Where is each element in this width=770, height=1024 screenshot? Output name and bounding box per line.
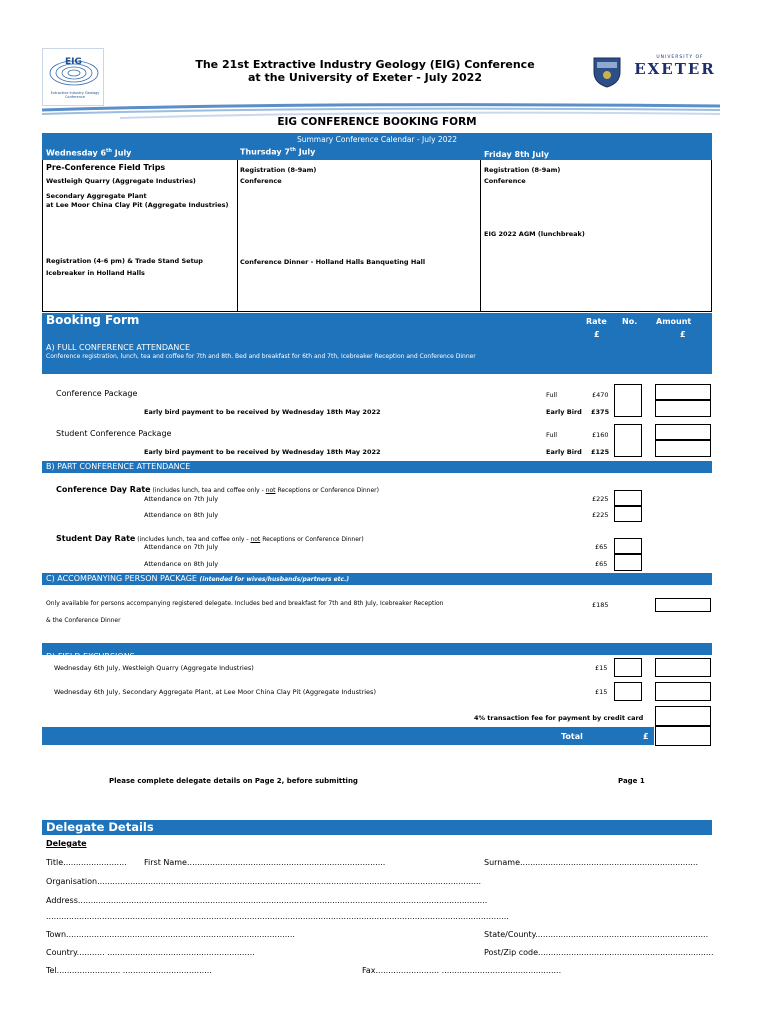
section-d-title-text: D) FIELD EXCURSIONS	[46, 652, 135, 661]
accompany-amount-input[interactable]	[655, 598, 711, 612]
calendar-banner: Summary Conference Calendar - July 2022	[42, 133, 712, 146]
day-att8-price: £225	[592, 511, 609, 519]
surname-field[interactable]: Surname......................................................................	[484, 858, 698, 867]
section-a-title: A) FULL CONFERENCE ATTENDANCE	[46, 343, 190, 352]
conf-full-label: Full	[546, 391, 558, 399]
eig-logo	[42, 48, 104, 106]
calendar-col2-day	[240, 147, 315, 157]
trip2-no-input[interactable]	[614, 682, 642, 701]
total-amount-input[interactable]	[655, 726, 711, 746]
col1-day-month: July	[111, 148, 132, 158]
page-number: Page 1	[618, 777, 645, 785]
student-early-note: Early bird payment to be received by Wednesday 18th May 2022	[144, 448, 381, 456]
eig-logo-sub: Extractive Industry Geology Conference	[50, 91, 100, 99]
trip1-label: Wednesday 6th July, Westleigh Quarry (Aggregate Industries)	[54, 664, 254, 672]
student-full-price: £160	[592, 431, 609, 439]
address-field-1[interactable]: Address.................................................................................................................................................................	[46, 896, 488, 905]
calendar-divider-1	[237, 160, 238, 312]
eig-logo-text: EIG	[65, 57, 82, 67]
country-field[interactable]: Country........... ..........................................................	[46, 948, 255, 957]
delegate-title: Delegate Details	[46, 820, 154, 834]
exeter-logo-main: EXETER	[634, 60, 716, 78]
tel-field[interactable]: Tel......................... ...................................	[46, 966, 212, 975]
section-c-title-text: C) ACCOMPANYING PERSON PACKAGE	[46, 574, 197, 583]
postzip-field[interactable]: Post/Zip code.....................................................................	[484, 948, 714, 957]
total-unit: £	[643, 732, 649, 741]
rate-header: Rate	[586, 317, 607, 326]
calendar-col3-day: Friday 8th July	[484, 150, 550, 159]
complete-note: Please complete delegate details on Page 2, before submitting	[109, 777, 358, 785]
col3-line-1: Conference	[484, 177, 526, 185]
conf-package-label: Conference Package	[56, 389, 138, 398]
student-att8-label: Attendance on 8th July	[144, 560, 219, 568]
student-early-label: Early Bird	[546, 448, 582, 456]
state-field[interactable]: State/County....................................................................	[484, 930, 709, 939]
col1-line-4: Registration (4-6 pm) & Trade Stand Setup	[46, 257, 203, 265]
section-c-price: £185	[592, 601, 609, 609]
day-rate-line	[56, 477, 379, 496]
total-label: Total	[561, 732, 583, 741]
student-att7-price: £65	[595, 543, 608, 551]
day-att8-label: Attendance on 8th July	[144, 511, 219, 519]
trip1-price: £15	[595, 664, 608, 672]
section-a-subtitle: Conference registration, lunch, tea and coffee for 7th and 8th. Bed and breakfast for 6th and 7th, Icebreaker Reception and Conference Dinner	[46, 353, 476, 360]
calendar-day-row	[42, 146, 712, 160]
calendar-col1-day	[46, 148, 131, 158]
col3-line-0: Registration (8-9am)	[484, 166, 561, 174]
day-att8-no-input[interactable]	[614, 506, 642, 522]
address-field-2[interactable]: ......................................................................................................................................................................................	[46, 912, 509, 921]
trip2-amount-input[interactable]	[655, 682, 711, 701]
student-day-not: not	[250, 536, 261, 543]
section-b-bar: B) PART CONFERENCE ATTENDANCE	[42, 461, 712, 473]
rate-unit: £	[594, 330, 600, 339]
student-att8-no-input[interactable]	[614, 554, 642, 571]
day-rate-label: Conference Day Rate	[56, 485, 151, 494]
student-package-label: Student Conference Package	[56, 429, 172, 438]
section-c-desc1: Only available for persons accompanying registered delegate. Includes bed and breakfast for 7th and 8th July, Icebreaker Reception	[46, 600, 444, 607]
col2-day-month: July	[295, 147, 316, 157]
title-field[interactable]: Title.........................	[46, 858, 127, 867]
section-c-title	[46, 574, 349, 583]
col2-line-0: Registration (8-9am)	[240, 166, 317, 174]
calendar-divider-2	[480, 160, 481, 312]
conf-full-price: £470	[592, 391, 609, 399]
conf-amount-full-input[interactable]	[655, 384, 711, 400]
conf-amount-early-input[interactable]	[655, 400, 711, 417]
town-field[interactable]: Town..........................................................................................	[46, 930, 295, 939]
trip2-price: £15	[595, 688, 608, 696]
fax-field[interactable]: Fax......................... ...............................................	[362, 966, 562, 975]
no-header: No.	[622, 317, 638, 326]
col1-line-5: Icebreaker in Holland Halls	[46, 269, 145, 277]
col1-line-3: at Lee Moor China Clay Pit (Aggregate Industries)	[46, 201, 229, 209]
day-att7-label: Attendance on 7th July	[144, 495, 219, 503]
col1-day-sup: th	[106, 148, 112, 154]
booking-title: Booking Form	[46, 313, 140, 327]
day-rate-note-post: Receptions or Conference Dinner)	[275, 487, 379, 494]
conf-early-price: £375	[591, 408, 610, 416]
page-title-line1: The 21st Extractive Industry Geology (EIG) Conference	[195, 58, 535, 71]
col2-day-text: Thursday 7	[240, 147, 290, 157]
col1-line-0: Pre-Conference Field Trips	[46, 163, 166, 172]
amount-unit: £	[680, 330, 686, 339]
exeter-logo	[630, 55, 720, 89]
col1-day-text: Wednesday 6	[46, 148, 107, 158]
transaction-fee-label: 4% transaction fee for payment by credit card	[474, 714, 644, 722]
section-d-title	[46, 644, 425, 663]
student-att7-label: Attendance on 7th July	[144, 543, 219, 551]
col2-line-2: Conference Dinner - Holland Halls Banqueting Hall	[240, 258, 426, 266]
conf-early-label: Early Bird	[546, 408, 582, 416]
form-title: EIG CONFERENCE BOOKING FORM	[277, 116, 477, 128]
col1-line-2: Secondary Aggregate Plant	[46, 192, 147, 200]
transaction-fee-amount-input[interactable]	[655, 706, 711, 726]
university-crest-icon	[592, 56, 622, 88]
exeter-logo-top: UNIVERSITY OF	[656, 55, 704, 60]
trip1-no-input[interactable]	[614, 658, 642, 677]
section-d-note: (See attached information sheets for details on the field trip itinerary and the EIG website )	[139, 655, 426, 661]
student-att7-no-input[interactable]	[614, 538, 642, 554]
col1-line-1: Westleigh Quarry (Aggregate Industries)	[46, 177, 196, 185]
student-att8-price: £65	[595, 560, 608, 568]
section-c-note: (intended for wives/husbands/partners etc.)	[199, 576, 350, 583]
student-day-note-pre: (includes lunch, tea and coffee only -	[135, 536, 251, 543]
student-amount-full-input[interactable]	[655, 424, 711, 440]
amount-header: Amount	[656, 317, 692, 326]
trip2-label: Wednesday 6th July, Secondary Aggregate Plant, at Lee Moor China Clay Pit (Aggregate Industries)	[54, 688, 376, 696]
student-full-label: Full	[546, 431, 558, 439]
page-title-line2: at the University of Exeter - July 2022	[248, 71, 482, 84]
student-no-input[interactable]	[614, 424, 642, 457]
day-att7-no-input[interactable]	[614, 490, 642, 506]
col2-day-sup: th	[290, 147, 296, 153]
col3-line-2: EIG 2022 AGM (lunchbreak)	[484, 230, 585, 238]
trip1-amount-input[interactable]	[655, 658, 711, 677]
day-att7-price: £225	[592, 495, 609, 503]
organisation-field[interactable]: Organisation.......................................................................................................................................................	[46, 877, 482, 886]
first-name-field[interactable]: First Name..............................................................................	[144, 858, 386, 867]
booking-header	[42, 313, 712, 341]
student-day-rate-label: Student Day Rate	[56, 534, 136, 543]
student-early-price: £125	[591, 448, 610, 456]
conf-early-note: Early bird payment to be received by Wednesday 18th May 2022	[144, 408, 381, 416]
section-c-desc2: & the Conference Dinner	[46, 617, 121, 624]
day-rate-not: not	[265, 487, 276, 494]
student-day-note-post: Receptions or Conference Dinner)	[260, 536, 364, 543]
conf-no-input[interactable]	[614, 384, 642, 417]
day-rate-note-pre: (includes lunch, tea and coffee only -	[150, 487, 266, 494]
student-amount-early-input[interactable]	[655, 440, 711, 457]
col2-line-1: Conference	[240, 177, 282, 185]
delegate-subtitle: Delegate	[46, 839, 87, 848]
